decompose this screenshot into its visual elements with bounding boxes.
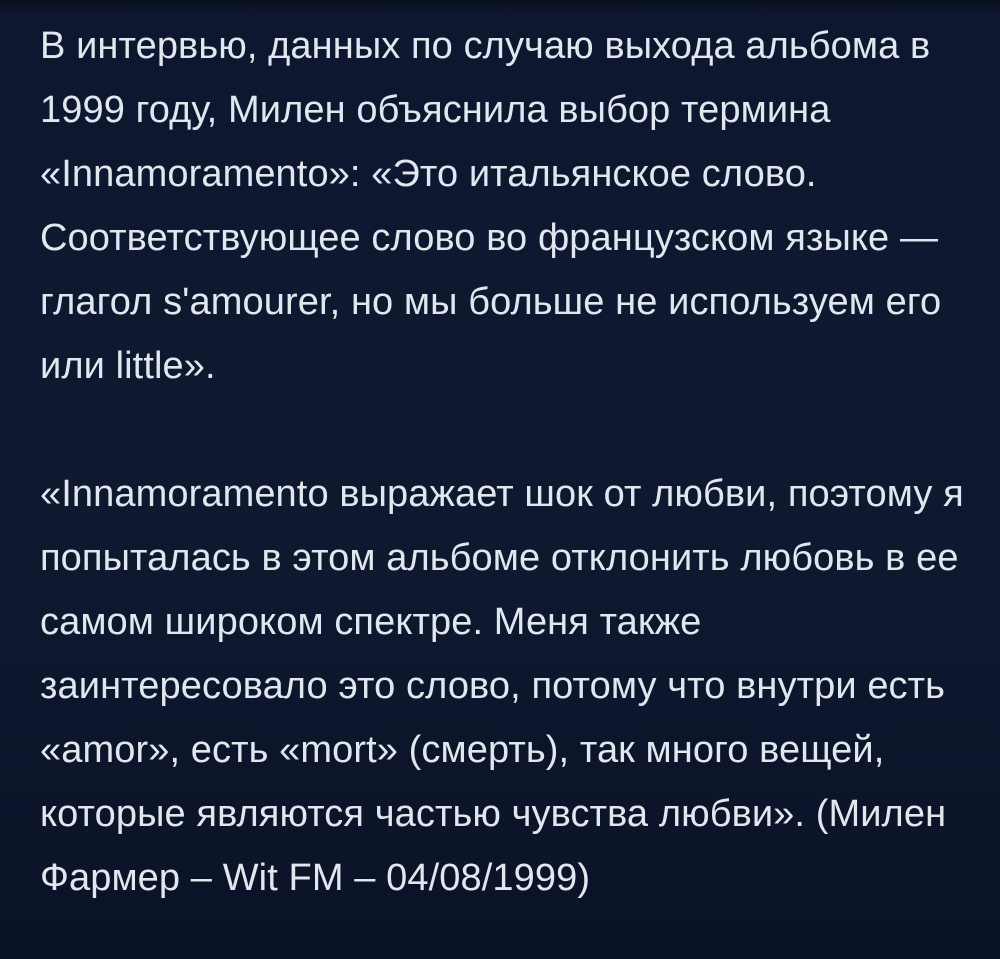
text-line: Фармер – Wit FM – 04/08/1999) [40, 857, 591, 899]
paragraph-2 [40, 462, 970, 910]
text-line: глагол s'amourer, но мы больше не используем его [40, 281, 942, 323]
text-line: самом широком спектре. Меня также [40, 601, 702, 643]
text-line: Соответствующее слово во французском языке — [40, 217, 939, 259]
text-line: «Innamoramento выражает шок от любви, поэтому я [40, 473, 964, 515]
text-line: 1999 году, Милен объяснила выбор термина [40, 89, 831, 131]
text-line: заинтересовало это слово, потому что внутри есть [40, 665, 946, 707]
paragraph-gap [40, 398, 970, 462]
text-line: В интервью, данных по случаю выхода альбома в [40, 25, 931, 67]
text-line: попыталась в этом альбоме отклонить любовь в ее [40, 537, 959, 579]
text-line: «amor», есть «mort» (смерть), так много вещей, [40, 729, 885, 771]
paragraph-1 [40, 14, 970, 398]
text-line: которые являются частью чувства любви». (Милен [40, 793, 947, 835]
text-line: «Innamoramento»: «Это итальянское слово. [40, 153, 817, 195]
text-line: или little». [40, 345, 216, 387]
